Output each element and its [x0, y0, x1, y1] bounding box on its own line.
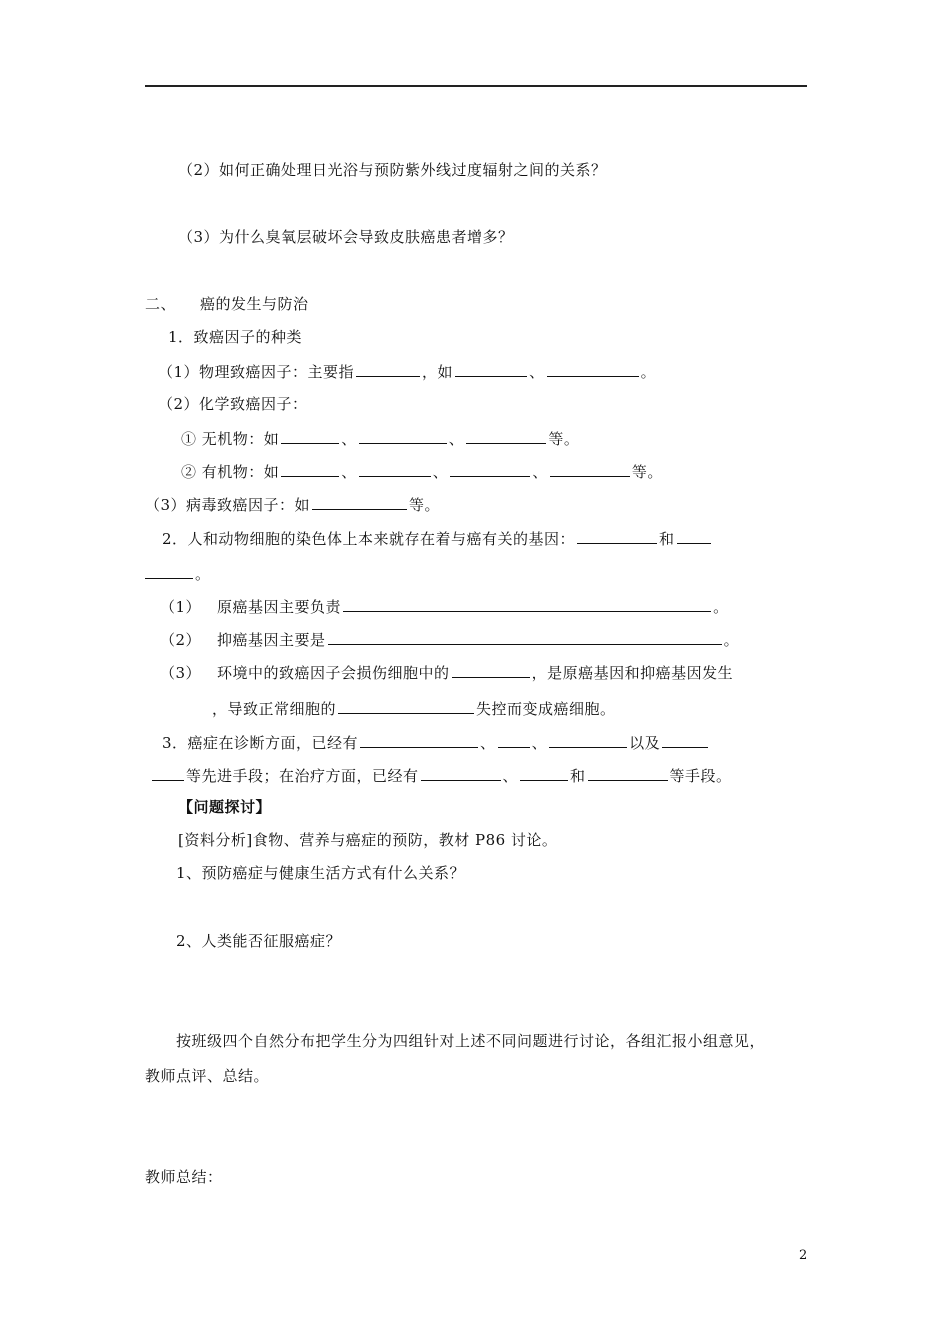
separator: 、 [480, 734, 496, 752]
etc: 等。 [409, 496, 441, 514]
item3-text-3: 等手段。 [669, 767, 732, 785]
material-analysis: [资料分析]食物、营养与癌症的预防，教材 P86 讨论。 [178, 831, 558, 849]
header-rule [145, 85, 807, 87]
item2-continuation [145, 562, 211, 584]
period: 。 [723, 631, 740, 649]
item2-line [162, 527, 713, 549]
page-number: 2 [799, 1248, 808, 1263]
fill-blank[interactable] [498, 731, 530, 748]
fill-blank[interactable] [359, 427, 447, 444]
fill-blank[interactable] [677, 527, 711, 544]
question-3: （3）为什么臭氧层破坏会导致皮肤癌患者增多？ [178, 228, 514, 246]
and-also: 以及 [629, 734, 661, 752]
separator: 、 [531, 734, 548, 752]
fill-blank[interactable] [547, 360, 639, 377]
separator: 、 [532, 463, 548, 481]
sub-number: （2） [160, 631, 202, 649]
item2-text: 2．人和动物细胞的染色体上本来就存在着与癌有关的基因： [162, 530, 576, 548]
separator: 、 [341, 430, 357, 448]
proto-oncogene-label: 原癌基因主要负责 [217, 598, 342, 616]
fill-blank[interactable] [588, 764, 668, 781]
item3-continuation [152, 764, 732, 786]
teacher-summary-label: 教师总结： [145, 1168, 223, 1186]
question-2: （2）如何正确处理日光浴与预防紫外线过度辐射之间的关系？ [178, 161, 607, 179]
organic-label: ② 有机物：如 [181, 463, 280, 481]
fill-blank[interactable] [338, 697, 474, 714]
viral-label: （3）病毒致癌因子：如 [145, 496, 311, 514]
separator: 、 [502, 767, 519, 785]
section-number: 二、 [145, 295, 177, 313]
fill-blank[interactable] [455, 360, 527, 377]
discussion-heading: 【问题探讨】 [178, 798, 272, 816]
fill-blank[interactable] [662, 731, 708, 748]
fill-blank[interactable] [343, 595, 711, 612]
fill-blank[interactable] [450, 460, 530, 477]
chemical-carcinogen-label: （2）化学致癌因子： [158, 395, 308, 413]
fill-blank[interactable] [328, 628, 722, 645]
section-heading [145, 294, 309, 314]
proto-oncogene-line [160, 595, 729, 617]
fill-blank[interactable] [520, 764, 568, 781]
fill-blank[interactable] [452, 661, 530, 678]
fill-blank[interactable] [312, 493, 407, 510]
period: 。 [713, 598, 729, 616]
separator: 、 [341, 463, 357, 481]
fill-blank[interactable] [466, 427, 546, 444]
fill-blank[interactable] [281, 460, 339, 477]
fill-blank[interactable] [145, 562, 193, 579]
inorganic-line [181, 427, 579, 449]
fill-blank[interactable] [152, 764, 184, 781]
etc: 等。 [548, 430, 580, 448]
organic-line [181, 460, 663, 482]
tumor-suppressor-label: 抑癌基因主要是 [217, 631, 326, 649]
environment-text: 环境中的致癌因子会损伤细胞中的 [217, 664, 450, 682]
etc: 等。 [631, 463, 663, 481]
environment-text-3: ，导致正常细胞的 [212, 700, 337, 718]
fill-blank[interactable] [549, 731, 627, 748]
fill-blank[interactable] [281, 427, 339, 444]
conjunction: 和 [659, 530, 675, 548]
physical-label: （1）物理致癌因子：主要指 [158, 363, 355, 381]
discussion-question-1: 1、预防癌症与健康生活方式有什么关系？ [176, 864, 466, 882]
fill-blank[interactable] [359, 460, 431, 477]
sub-number: （3） [160, 664, 202, 682]
item3-line [162, 731, 710, 753]
separator: 、 [529, 363, 545, 381]
tumor-suppressor-line [160, 628, 739, 650]
period: 。 [640, 363, 657, 381]
fill-blank[interactable] [550, 460, 630, 477]
item1-heading: 1．致癌因子的种类 [168, 328, 303, 346]
environment-line [160, 661, 733, 683]
section-title: 癌的发生与防治 [200, 295, 309, 313]
environment-continuation [212, 697, 616, 719]
fill-blank[interactable] [577, 527, 657, 544]
sub-number: （1） [160, 598, 202, 616]
conjunction: 和 [570, 767, 586, 785]
fill-blank[interactable] [356, 360, 420, 377]
period: 。 [195, 565, 211, 583]
separator: 、 [448, 430, 465, 448]
item3-text: 3．癌症在诊断方面，已经有 [162, 734, 359, 752]
group-discussion-paragraph: 按班级四个自然分布把学生分为四组针对上述不同问题进行讨论，各组汇报小组意见， [176, 1032, 766, 1050]
discussion-question-2: 2、人类能否征服癌症？ [176, 932, 342, 950]
inorganic-label: ① 无机物：如 [181, 430, 280, 448]
environment-text-2: ，是原癌基因和抑癌基因发生 [531, 664, 734, 682]
fill-blank[interactable] [421, 764, 501, 781]
item3-text-2: 等先进手段；在治疗方面，已经有 [186, 767, 419, 785]
environment-text-4: 失控而变成癌细胞。 [476, 700, 616, 718]
physical-carcinogen-line [158, 360, 656, 382]
viral-carcinogen-line [145, 493, 440, 515]
fill-blank[interactable] [360, 731, 478, 748]
group-discussion-paragraph-end: 教师点评、总结。 [145, 1067, 270, 1085]
separator: 、 [432, 463, 449, 481]
physical-mid: ，如 [422, 363, 454, 381]
